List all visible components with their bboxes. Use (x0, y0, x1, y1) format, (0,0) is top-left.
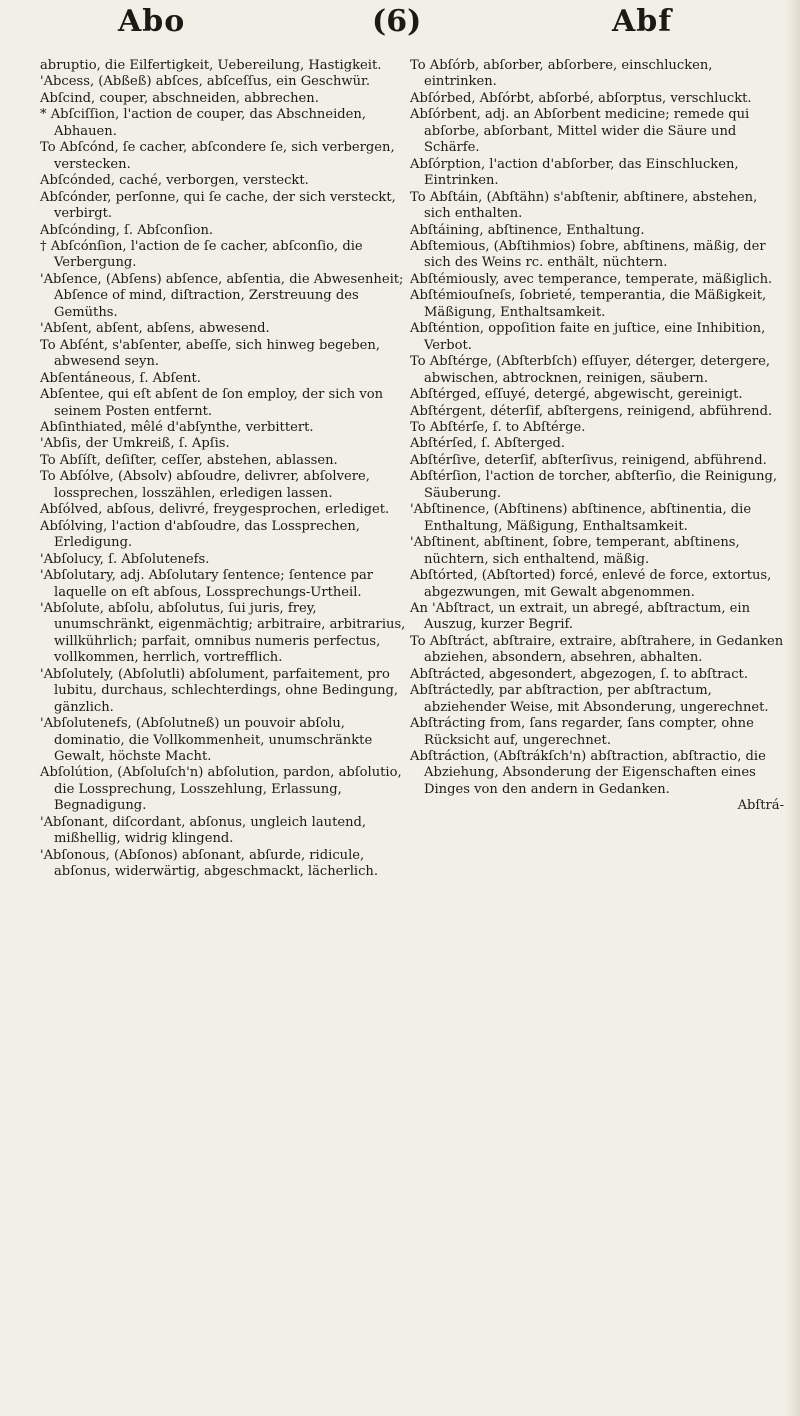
dictionary-entry: Abſtémiously, avec temperance, temperate, mäßiglich. (410, 271, 773, 287)
dictionary-entry: Abſólving, l'action d'abſoudre, das Lossprechen, Erledigung. (40, 518, 360, 551)
dictionary-entry: Abſtérſed, ſ. Abſterged. (410, 436, 566, 452)
dictionary-entry: Abſolútion, (Abſoluſch'n) abſolution, pardon, abſolutio, die Lossprechung, Losszehlung, Erlassung, Begnadigung. (40, 765, 402, 814)
dictionary-entry: Abſentee, qui eſt abſent de ſon employ, der sich von seinem Posten entfernt. (40, 387, 384, 419)
dictionary-entry: 'Abſtinent, abſtinent, ſobre, temperant, abſtinens, nüchtern, sich enthaltend, mäßig. (410, 535, 740, 567)
dictionary-entry: Abſórbed, Abſórbt, abſorbé, abſorptus, verschluckt. (410, 90, 752, 106)
dictionary-entry: Abſtórted, (Abſtorted) forcé, enlevé de force, extortus, abgezwungen, mit Gewalt abgenommen. (410, 568, 772, 600)
dictionary-entry: 'Abſolute, abſolu, abſolutus, ſui juris, frey, unumschränkt, eigenmächtig; arbitraire, arbitrarius, willkührlich; parfait, omnibus numeris perfectus, vollkommen, herrlich, vortrefflich. (40, 600, 406, 666)
dictionary-entry: To Abſtérſe, ſ. to Abſtérge. (410, 419, 586, 435)
dictionary-entry: Abſtemious, (Abſtihmios) ſobre, abſtinens, mäßig, der sich des Weins rc. enthält, nüchtern. (410, 238, 766, 271)
dictionary-entry: Abſtrácting from, ſans regarder, ſans compter, ohne Rücksicht auf, ungerechnet. (410, 716, 754, 748)
dictionary-entry: To Abſórb, abſorber, abſorbere, einschlucken, eintrinken. (410, 58, 713, 90)
dictionary-entry: abruptio, die Eilfertigkeit, Uebereilung, Hastigkeit. (40, 58, 382, 73)
dictionary-entry: An 'Abſtract, un extrait, un abregé, abſtractum, ein Auszug, kurzer Begrif. (410, 600, 751, 633)
dictionary-entry: 'Abcess, (Abßeß) abſces, abſceſſus, ein Geschwür. (40, 74, 371, 90)
dictionary-entry: 'Abſolutenefs, (Abſolutneß) un pouvoir abſolu, dominatio, die Vollkommenheit, unumschränkte Gewalt, höchste Macht. (40, 716, 373, 765)
dictionary-entry: 'Abſtinence, (Abſtinens) abſtinence, abſtinentia, die Enthaltung, Mäßigung, Enthaltsamkeit. (410, 502, 752, 534)
dictionary-entry: Abſtémiouſneſs, ſobrieté, temperantia, die Mäßigkeit, Mäßigung, Enthaltsamkeit. (410, 288, 767, 320)
dictionary-entry: Abſentáneous, ſ. Abſent. (40, 370, 201, 386)
dictionary-entry: 'Abſolucy, ſ. Abſolutenefs. (40, 551, 210, 567)
dictionary-entry: To Abſcónd, ſe cacher, abſcondere ſe, sich verbergen, verstecken. (40, 140, 395, 172)
dictionary-entry: 'Abſence, (Abſens) abſence, abſentia, die Abwesenheit; Abſence of mind, diſtraction, Zerstreuung des Gemüths. (40, 271, 404, 320)
dictionary-entry: Abſtráctedly, par abſtraction, per abſtractum, abziehender Weise, mit Absonderung, ungerechnet. (410, 683, 769, 715)
dictionary-entry: To Abſólve, (Absolv) abſoudre, delivrer, abſolvere, lossprechen, losszählen, erledigen lassen. (40, 469, 370, 501)
dictionary-entry: Abſórbent, adj. an Abſorbent medicine; remede qui abſorbe, abſorbant, Mittel wider die Säure und Schärfe. (410, 107, 750, 156)
dictionary-entry: Abſtérſion, l'action de torcher, abſterſio, die Reinigung, Säuberung. (410, 469, 778, 501)
catchword: Abſtrá- (737, 798, 784, 814)
dictionary-entry: Abſcónded, caché, verborgen, versteckt. (40, 173, 309, 189)
page-edge-shadow (786, 0, 800, 1416)
dictionary-entry: Abſtérſive, deterſif, abſterſivus, reinigend, abführend. (410, 452, 767, 468)
page-number: (6) (372, 4, 422, 39)
dictionary-entry: Abſtáining, abſtinence, Enthaltung. (410, 222, 645, 238)
header-right-guideword: Abf (612, 4, 673, 39)
dictionary-entry: 'Abſolutely, (Abſolutli) abſolument, parfaitement, pro lubitu, durchaus, schlechterdings, ohne Bedingung, gänzlich. (40, 666, 399, 715)
left-column (40, 58, 412, 881)
dictionary-entry: 'Abſis, der Umkreiß, ſ. Apſis. (40, 436, 230, 452)
dictionary-entry: Abſtérged, eſſuyé, detergé, abgewischt, gereinigt. (410, 387, 743, 403)
dictionary-entry: 'Abſonant, diſcordant, abſonus, ungleich lautend, mißhellig, widrig klingend. (40, 814, 367, 847)
dictionary-entry: To Abſíſt, deſiſter, ceſſer, abstehen, ablassen. (40, 452, 338, 468)
page-header (0, 0, 800, 56)
dictionary-entry: To Abſtáin, (Abſtähn) s'abſtenir, abſtinere, abstehen, sich enthalten. (410, 189, 758, 222)
dictionary-entry: Abſtrácted, abgesondert, abgezogen, ſ. to abſtract. (410, 666, 748, 682)
right-column (410, 58, 788, 815)
dictionary-entry: Abſtérgent, déterſif, abſtergens, reinigend, abführend. (410, 403, 773, 419)
dictionary-entry: Abſólved, abſous, delivré, freygesprochen, erlediget. (40, 502, 390, 518)
dictionary-entry: To Abſtérge, (Abſterbſch) eſſuyer, déterger, detergere, abwischen, abtrocknen, reinigen, säubern. (410, 354, 771, 386)
dictionary-entry: Abſtráction, (Abſtrákſch'n) abſtraction, abſtractio, die Abziehung, Absonderung der Eigenschaften eines Dinges von den andern in Gedanken. (410, 749, 766, 797)
dictionary-entry: Abſcónder, perſonne, qui ſe cache, der sich versteckt, verbirgt. (40, 189, 396, 222)
dictionary-entry: 'Abſent, abſent, abſens, abwesend. (40, 321, 270, 337)
header-left-guideword: Abo (118, 4, 186, 39)
dictionary-entry: Abſinthiated, mêlé d'abſynthe, verbittert. (40, 419, 314, 435)
dictionary-entry: Abſcind, couper, abschneiden, abbrechen. (40, 90, 319, 106)
dictionary-entry: To Abſént, s'abſenter, abeſſe, sich hinweg begeben, abwesend seyn. (40, 337, 380, 370)
dictionary-entry: Abſórption, l'action d'abſorber, das Einschlucken, Eintrinken. (410, 156, 739, 189)
dictionary-entry: To Abſtráct, abſtraire, extraire, abſtrahere, in Gedanken abziehen, absondern, absehren, abhalten. (410, 633, 784, 666)
dictionary-entry: 'Abſolutary, adj. Abſolutary ſentence; ſentence par laquelle on eſt abſous, Lossprechungs-Urtheil. (40, 568, 374, 600)
dictionary-entry: * Abſciſſion, l'action de couper, das Abschneiden, Abhauen. (40, 107, 366, 139)
dictionary-entry: Abſcónding, ſ. Abſconſion. (40, 222, 214, 238)
dictionary-entry: † Abſcónſion, l'action de ſe cacher, abſconſio, die Verbergung. (40, 238, 363, 271)
dictionary-entry: Abſténtion, oppoſition faite en juſtice, eine Inhibition, Verbot. (410, 321, 766, 353)
dictionary-entry: 'Abſonous, (Abſonos) abſonant, abſurde, ridicule, abſonus, widerwärtig, abgeschmackt, lächerlich. (40, 847, 378, 880)
